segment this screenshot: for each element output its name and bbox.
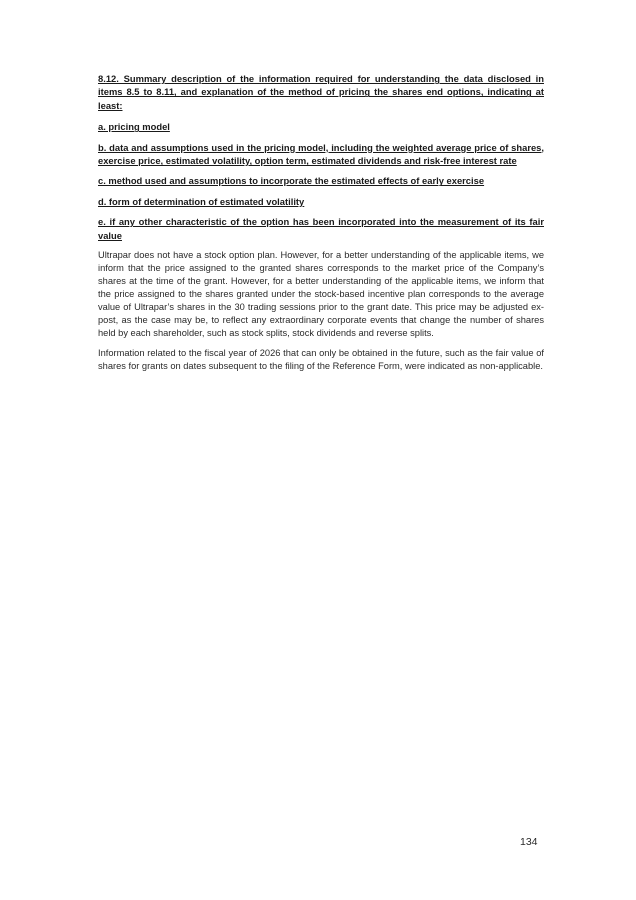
- item-pricing-model: a. pricing model: [98, 121, 170, 133]
- body-paragraph-stock-option: Ultrapar does not have a stock option plan. However, for a better understanding of the applicable items, we inform that the price assigned to the granted shares corresponds to the market price of the Company’s shares at the time of the grant. However, for a better understanding of the applicable items, we inform that the price assigned to the shares granted under the stock-based incentive plan corresponds to the average value of Ultrapar’s shares in the 30 trading sessions prior to the grant date. This price may be adjusted ex-post, as the case may be, to reflect any extraordinary corporate events that change the number of shares held by each shareholder, such as stock splits, stock dividends and reverse splits.: [98, 250, 544, 338]
- item-data-assumptions: b. data and assumptions used in the pricing model, including the weighted average price of shares, exercise price, estimated volatility, option term, estimated dividends and risk-free interest rate: [98, 141, 544, 167]
- item-early-exercise: c. method used and assumptions to incorporate the estimated effects of early exercise: [98, 175, 485, 187]
- body-paragraph-fiscal-year: Information related to the fiscal year of 2026 that can only be obtained in the future, such as the fair value of shares for grants on dates subsequent to the filing of the Reference Form, were indicated as non-applicable.: [98, 348, 544, 372]
- item-other-characteristic: e. if any other characteristic of the option has been incorporated into the measurement of its fair value: [98, 216, 544, 241]
- item-volatility: d. form of determination of estimated volatility: [98, 195, 305, 207]
- document-page: [98, 72, 544, 381]
- section-title: 8.12. Summary description of the information required for understanding the data disclosed in items 8.5 to 8.11, and explanation of the method of pricing the shares end options, indicating at least:: [98, 73, 544, 111]
- page-number: 134: [520, 836, 538, 848]
